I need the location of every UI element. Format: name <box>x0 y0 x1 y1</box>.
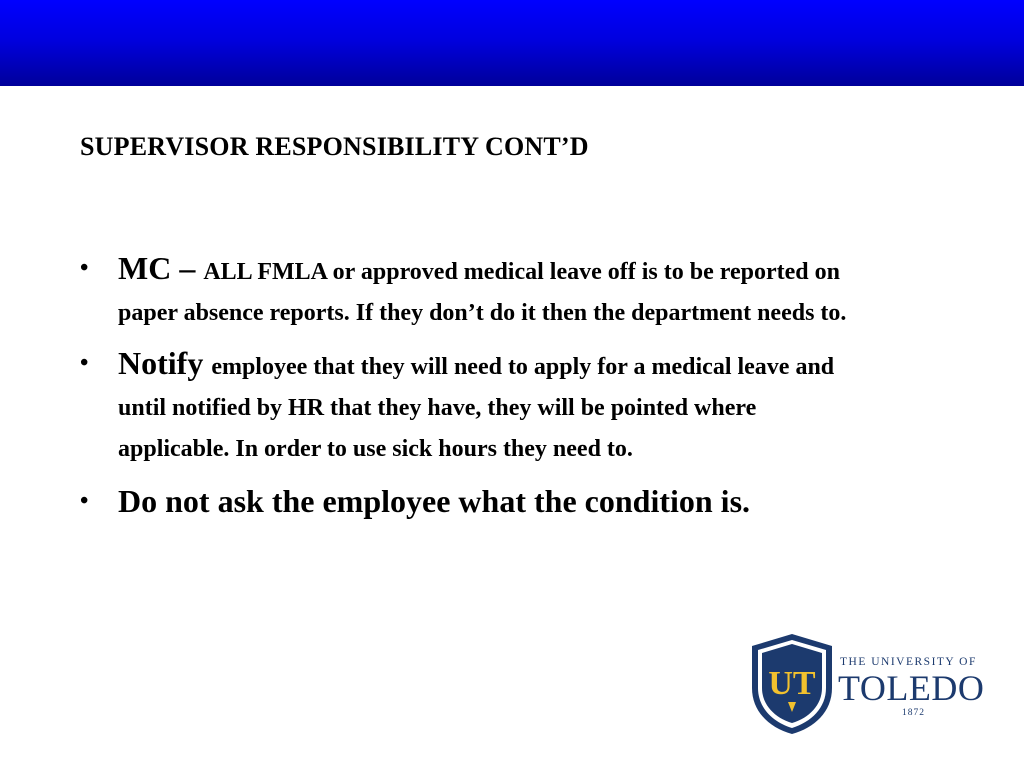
bullet-item <box>80 479 870 523</box>
university-logo <box>748 632 1004 736</box>
bullet-icon: • <box>80 255 89 281</box>
slide-title: SUPERVISOR RESPONSIBILITY CONT’D <box>80 132 589 161</box>
bullet-icon: • <box>80 488 89 514</box>
bullet-text: employee that they will need to apply for a medical leave and until notified by HR that they have, they will be pointed where applicable. In order to use sick hours they need to. <box>118 354 835 462</box>
bullet-list <box>80 248 870 532</box>
bullet-lead: Notify <box>118 345 212 381</box>
bullet-item <box>80 343 870 470</box>
logo-line2: TOLEDO <box>838 668 985 708</box>
bullet-text: Do not ask the employee what the condition is. <box>118 483 751 519</box>
logo-year: 1872 <box>902 708 925 718</box>
bullet-icon: • <box>80 350 89 376</box>
logo-line1: THE UNIVERSITY OF <box>840 656 977 668</box>
header-band <box>0 0 1024 86</box>
logo-monogram: UT <box>768 665 816 702</box>
bullet-text: ALL FMLA or approved medical leave off is to be reported on paper absence reports. If they don’t do it then the department needs to. <box>118 259 847 326</box>
bullet-lead: MC – <box>118 250 204 286</box>
bullet-item <box>80 248 870 334</box>
shield-icon <box>748 632 836 736</box>
